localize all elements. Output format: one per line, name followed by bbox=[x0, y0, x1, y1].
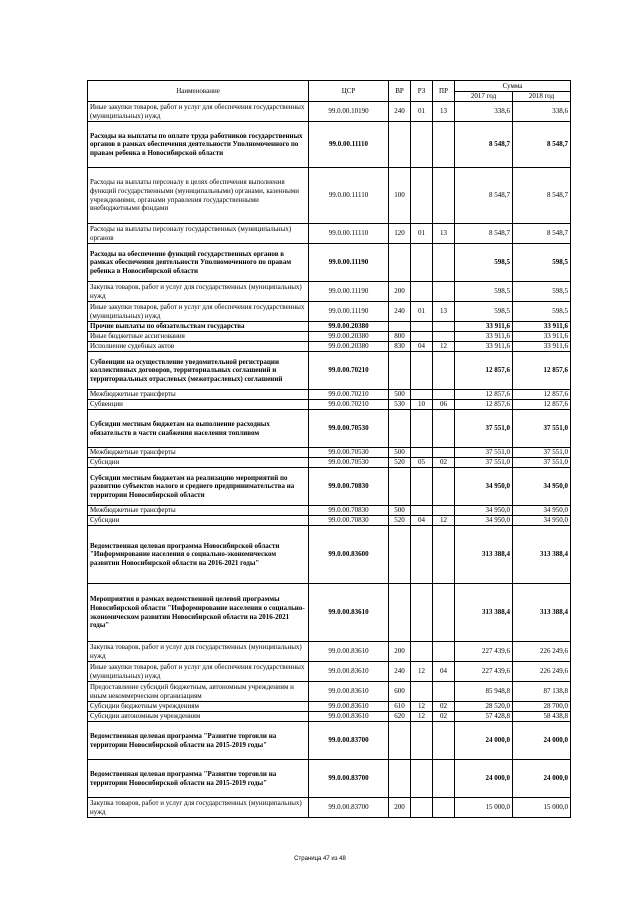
cell-2018: 33 911,6 bbox=[513, 322, 571, 332]
cell-2018: 313 388,4 bbox=[513, 526, 571, 584]
cell-2017: 33 911,6 bbox=[455, 322, 513, 332]
table-row bbox=[88, 168, 571, 224]
cell-name: Расходы на выплаты персоналу в целях обеспечения выполнения функций государственными (муниципальными) органами, казенными учреждениями, органами управления государственными внебюджетными фондами bbox=[88, 168, 309, 224]
cell-2017: 37 551,0 bbox=[455, 458, 513, 468]
cell-pr: 13 bbox=[433, 102, 455, 122]
table-row bbox=[88, 410, 571, 448]
cell-rz bbox=[411, 642, 433, 662]
cell-name: Закупка товаров, работ и услуг для государственных (муниципальных) нужд bbox=[88, 642, 309, 662]
cell-rz: 10 bbox=[411, 400, 433, 410]
cell-pr bbox=[433, 448, 455, 458]
cell-csr: 99.0.00.70530 bbox=[309, 410, 389, 448]
cell-name: Ведомственная целевая программа "Развитие торговли на территории Новосибирской области на 2015-2019 годы" bbox=[88, 722, 309, 760]
cell-vr: 240 bbox=[389, 102, 411, 122]
cell-2017: 24 000,0 bbox=[455, 760, 513, 798]
cell-name: Субвенции на осуществление уведомительной регистрации коллективных договоров, территориальных соглашений и территориальных отраслевых (межотраслевых) соглашений bbox=[88, 352, 309, 390]
cell-2018: 34 950,0 bbox=[513, 468, 571, 506]
table-row bbox=[88, 584, 571, 642]
cell-name: Иные закупки товаров, работ и услуг для обеспечения государственных (муниципальных) нужд bbox=[88, 662, 309, 682]
cell-2018: 313 388,4 bbox=[513, 584, 571, 642]
header-csr: ЦСР bbox=[309, 81, 389, 102]
cell-name: Ведомственная целевая программа "Развитие торговли на территории Новосибирской области на 2015-2019 годы" bbox=[88, 760, 309, 798]
cell-csr: 99.0.00.83700 bbox=[309, 722, 389, 760]
cell-name: Межбюджетные трансферты bbox=[88, 390, 309, 400]
cell-vr: 620 bbox=[389, 712, 411, 722]
cell-csr: 99.0.00.11190 bbox=[309, 302, 389, 322]
cell-rz bbox=[411, 798, 433, 818]
cell-2017: 12 857,6 bbox=[455, 352, 513, 390]
cell-csr: 99.0.00.11110 bbox=[309, 224, 389, 244]
cell-2018: 34 950,0 bbox=[513, 506, 571, 516]
cell-csr: 99.0.00.83610 bbox=[309, 682, 389, 702]
cell-2017: 598,5 bbox=[455, 302, 513, 322]
cell-2018: 8 548,7 bbox=[513, 168, 571, 224]
cell-pr bbox=[433, 410, 455, 448]
cell-rz bbox=[411, 352, 433, 390]
cell-csr: 99.0.00.11110 bbox=[309, 122, 389, 168]
cell-2017: 37 551,0 bbox=[455, 410, 513, 448]
cell-pr bbox=[433, 526, 455, 584]
table-row bbox=[88, 506, 571, 516]
cell-pr bbox=[433, 332, 455, 342]
cell-2018: 24 000,0 bbox=[513, 722, 571, 760]
table-row bbox=[88, 722, 571, 760]
cell-2018: 24 000,0 bbox=[513, 760, 571, 798]
cell-2018: 33 911,6 bbox=[513, 332, 571, 342]
cell-vr: 530 bbox=[389, 400, 411, 410]
table-row bbox=[88, 102, 571, 122]
cell-rz bbox=[411, 244, 433, 282]
cell-2017: 33 911,6 bbox=[455, 342, 513, 352]
cell-vr: 800 bbox=[389, 332, 411, 342]
budget-table-page bbox=[87, 80, 570, 818]
cell-vr: 520 bbox=[389, 458, 411, 468]
cell-vr: 520 bbox=[389, 516, 411, 526]
cell-2018: 37 551,0 bbox=[513, 448, 571, 458]
table-row bbox=[88, 712, 571, 722]
table-row bbox=[88, 390, 571, 400]
cell-vr: 200 bbox=[389, 282, 411, 302]
table-row bbox=[88, 642, 571, 662]
cell-csr: 99.0.00.70830 bbox=[309, 506, 389, 516]
table-row bbox=[88, 322, 571, 332]
cell-csr: 99.0.00.83610 bbox=[309, 712, 389, 722]
cell-csr: 99.0.00.20380 bbox=[309, 322, 389, 332]
cell-2017: 313 388,4 bbox=[455, 526, 513, 584]
cell-vr: 500 bbox=[389, 448, 411, 458]
cell-pr: 04 bbox=[433, 662, 455, 682]
cell-vr: 200 bbox=[389, 642, 411, 662]
header-vr: ВР bbox=[389, 81, 411, 102]
cell-pr bbox=[433, 352, 455, 390]
cell-2018: 37 551,0 bbox=[513, 458, 571, 468]
cell-vr bbox=[389, 352, 411, 390]
cell-csr: 99.0.00.20380 bbox=[309, 342, 389, 352]
table-row bbox=[88, 760, 571, 798]
cell-csr: 99.0.00.83700 bbox=[309, 760, 389, 798]
cell-2017: 24 000,0 bbox=[455, 722, 513, 760]
table-row bbox=[88, 352, 571, 390]
cell-csr: 99.0.00.83610 bbox=[309, 642, 389, 662]
cell-2018: 15 000,0 bbox=[513, 798, 571, 818]
cell-2018: 12 857,6 bbox=[513, 400, 571, 410]
cell-vr bbox=[389, 244, 411, 282]
cell-rz: 12 bbox=[411, 662, 433, 682]
cell-vr: 100 bbox=[389, 168, 411, 224]
cell-2018: 28 700,0 bbox=[513, 702, 571, 712]
cell-rz: 12 bbox=[411, 712, 433, 722]
cell-pr bbox=[433, 798, 455, 818]
cell-2017: 34 950,0 bbox=[455, 516, 513, 526]
cell-vr: 500 bbox=[389, 390, 411, 400]
cell-pr bbox=[433, 722, 455, 760]
table-row bbox=[88, 798, 571, 818]
cell-pr bbox=[433, 760, 455, 798]
cell-rz bbox=[411, 332, 433, 342]
cell-rz bbox=[411, 168, 433, 224]
cell-rz bbox=[411, 526, 433, 584]
table-body bbox=[88, 102, 571, 818]
cell-rz: 01 bbox=[411, 302, 433, 322]
cell-2018: 33 911,6 bbox=[513, 342, 571, 352]
cell-rz: 01 bbox=[411, 224, 433, 244]
cell-2017: 338,6 bbox=[455, 102, 513, 122]
cell-vr: 610 bbox=[389, 702, 411, 712]
cell-rz bbox=[411, 448, 433, 458]
cell-2017: 8 548,7 bbox=[455, 224, 513, 244]
header-rz: РЗ bbox=[411, 81, 433, 102]
table-row bbox=[88, 244, 571, 282]
cell-csr: 99.0.00.11190 bbox=[309, 282, 389, 302]
cell-rz bbox=[411, 390, 433, 400]
cell-rz bbox=[411, 682, 433, 702]
table-row bbox=[88, 400, 571, 410]
cell-2018: 12 857,6 bbox=[513, 352, 571, 390]
cell-name: Расходы на обеспечение функций государственных органов в рамках обеспечения деятельности Уполномоченного по правам ребенка в Новосибирской области bbox=[88, 244, 309, 282]
cell-name: Субсидии местным бюджетам на реализацию мероприятий по развитию субъектов малого и среднего предпринимательства на территории Новосибирской области bbox=[88, 468, 309, 506]
cell-2017: 227 439,6 bbox=[455, 642, 513, 662]
cell-pr bbox=[433, 682, 455, 702]
header-pr: ПР bbox=[433, 81, 455, 102]
cell-2018: 8 548,7 bbox=[513, 224, 571, 244]
cell-csr: 99.0.00.70530 bbox=[309, 458, 389, 468]
cell-name: Иные закупки товаров, работ и услуг для обеспечения государственных (муниципальных) нужд bbox=[88, 102, 309, 122]
cell-2017: 8 548,7 bbox=[455, 168, 513, 224]
table-row bbox=[88, 526, 571, 584]
cell-2017: 598,5 bbox=[455, 244, 513, 282]
cell-pr bbox=[433, 322, 455, 332]
cell-2018: 58 438,8 bbox=[513, 712, 571, 722]
cell-csr: 99.0.00.11110 bbox=[309, 168, 389, 224]
cell-2018: 598,5 bbox=[513, 244, 571, 282]
cell-2017: 227 439,6 bbox=[455, 662, 513, 682]
cell-2017: 85 948,8 bbox=[455, 682, 513, 702]
cell-csr: 99.0.00.10190 bbox=[309, 102, 389, 122]
cell-csr: 99.0.00.20380 bbox=[309, 332, 389, 342]
table-row bbox=[88, 468, 571, 506]
header-year-2017: 2017 год bbox=[455, 92, 513, 102]
cell-2017: 37 551,0 bbox=[455, 448, 513, 458]
header-sum: Сумма bbox=[455, 81, 571, 92]
cell-rz: 04 bbox=[411, 342, 433, 352]
table-row bbox=[88, 682, 571, 702]
header-year-2018: 2018 год bbox=[513, 92, 571, 102]
page-footer: Страница 47 из 48 bbox=[294, 856, 346, 862]
cell-rz bbox=[411, 760, 433, 798]
cell-pr bbox=[433, 506, 455, 516]
cell-name: Предоставление субсидий бюджетным, автономным учреждениям и иным некоммерческим организациям bbox=[88, 682, 309, 702]
cell-name: Субсидии автономным учреждениям bbox=[88, 712, 309, 722]
cell-csr: 99.0.00.70210 bbox=[309, 352, 389, 390]
cell-csr: 99.0.00.70210 bbox=[309, 390, 389, 400]
cell-2017: 313 388,4 bbox=[455, 584, 513, 642]
cell-2018: 598,5 bbox=[513, 282, 571, 302]
cell-csr: 99.0.00.70210 bbox=[309, 400, 389, 410]
cell-csr: 99.0.00.83600 bbox=[309, 526, 389, 584]
cell-name: Прочие выплаты по обязательствам государства bbox=[88, 322, 309, 332]
cell-pr: 12 bbox=[433, 342, 455, 352]
cell-2017: 12 857,6 bbox=[455, 390, 513, 400]
cell-rz bbox=[411, 722, 433, 760]
cell-name: Межбюджетные трансферты bbox=[88, 448, 309, 458]
cell-2018: 598,5 bbox=[513, 302, 571, 322]
cell-2017: 598,5 bbox=[455, 282, 513, 302]
cell-rz: 05 bbox=[411, 458, 433, 468]
cell-vr bbox=[389, 410, 411, 448]
table-row bbox=[88, 342, 571, 352]
cell-vr bbox=[389, 122, 411, 168]
cell-vr bbox=[389, 584, 411, 642]
cell-name: Субсидии бюджетным учреждениям bbox=[88, 702, 309, 712]
table-row bbox=[88, 224, 571, 244]
cell-pr: 06 bbox=[433, 400, 455, 410]
cell-rz: 01 bbox=[411, 102, 433, 122]
table-row bbox=[88, 448, 571, 458]
table-row bbox=[88, 282, 571, 302]
cell-rz bbox=[411, 506, 433, 516]
cell-2017: 57 428,8 bbox=[455, 712, 513, 722]
cell-rz bbox=[411, 584, 433, 642]
cell-2017: 28 520,0 bbox=[455, 702, 513, 712]
cell-rz: 12 bbox=[411, 702, 433, 712]
cell-name: Закупка товаров, работ и услуг для государственных (муниципальных) нужд bbox=[88, 798, 309, 818]
cell-vr: 200 bbox=[389, 798, 411, 818]
cell-pr bbox=[433, 168, 455, 224]
cell-name: Межбюджетные трансферты bbox=[88, 506, 309, 516]
cell-name: Исполнение судебных актов bbox=[88, 342, 309, 352]
cell-pr bbox=[433, 468, 455, 506]
cell-2018: 226 249,6 bbox=[513, 662, 571, 682]
cell-vr: 240 bbox=[389, 662, 411, 682]
cell-pr bbox=[433, 244, 455, 282]
cell-pr: 13 bbox=[433, 302, 455, 322]
cell-csr: 99.0.00.83700 bbox=[309, 798, 389, 818]
cell-vr: 830 bbox=[389, 342, 411, 352]
cell-2017: 12 857,6 bbox=[455, 400, 513, 410]
cell-csr: 99.0.00.83610 bbox=[309, 662, 389, 682]
cell-pr: 02 bbox=[433, 712, 455, 722]
table-row bbox=[88, 662, 571, 682]
cell-pr: 13 bbox=[433, 224, 455, 244]
cell-2017: 34 950,0 bbox=[455, 506, 513, 516]
cell-name: Субсидии bbox=[88, 458, 309, 468]
cell-vr: 600 bbox=[389, 682, 411, 702]
cell-vr bbox=[389, 468, 411, 506]
cell-rz bbox=[411, 322, 433, 332]
cell-csr: 99.0.00.70530 bbox=[309, 448, 389, 458]
cell-2018: 34 950,0 bbox=[513, 516, 571, 526]
cell-pr bbox=[433, 390, 455, 400]
cell-name: Субсидии местным бюджетам на выполнение расходных обязательств в части снабжения населения топливом bbox=[88, 410, 309, 448]
cell-csr: 99.0.00.83610 bbox=[309, 702, 389, 712]
table-row bbox=[88, 302, 571, 322]
cell-pr bbox=[433, 584, 455, 642]
table-row bbox=[88, 458, 571, 468]
cell-2018: 8 548,7 bbox=[513, 122, 571, 168]
cell-pr bbox=[433, 642, 455, 662]
cell-2017: 15 000,0 bbox=[455, 798, 513, 818]
cell-name: Субсидии bbox=[88, 516, 309, 526]
cell-name: Иные закупки товаров, работ и услуг для обеспечения государственных (муниципальных) нужд bbox=[88, 302, 309, 322]
cell-name: Закупка товаров, работ и услуг для государственных (муниципальных) нужд bbox=[88, 282, 309, 302]
cell-name: Расходы на выплаты по оплате труда работников государственных органов в рамках обеспечения деятельности Уполномоченного по правам ребенка в Новосибирской области bbox=[88, 122, 309, 168]
table-row bbox=[88, 332, 571, 342]
cell-2017: 34 950,0 bbox=[455, 468, 513, 506]
cell-2018: 87 138,8 bbox=[513, 682, 571, 702]
cell-rz bbox=[411, 468, 433, 506]
cell-vr: 500 bbox=[389, 506, 411, 516]
cell-2018: 338,6 bbox=[513, 102, 571, 122]
cell-rz bbox=[411, 410, 433, 448]
cell-name: Иные бюджетные ассигнования bbox=[88, 332, 309, 342]
cell-name: Ведомственная целевая программа Новосибирской области "Информирование населения о социально-экономическом развитии Новосибирской области на 2016-2021 годы" bbox=[88, 526, 309, 584]
cell-pr: 02 bbox=[433, 458, 455, 468]
cell-2018: 226 249,6 bbox=[513, 642, 571, 662]
cell-csr: 99.0.00.11190 bbox=[309, 244, 389, 282]
cell-vr bbox=[389, 722, 411, 760]
cell-vr bbox=[389, 322, 411, 332]
cell-2017: 33 911,6 bbox=[455, 332, 513, 342]
cell-csr: 99.0.00.70830 bbox=[309, 516, 389, 526]
cell-vr: 120 bbox=[389, 224, 411, 244]
cell-pr bbox=[433, 282, 455, 302]
cell-2018: 37 551,0 bbox=[513, 410, 571, 448]
cell-vr bbox=[389, 526, 411, 584]
cell-csr: 99.0.00.83610 bbox=[309, 584, 389, 642]
cell-name: Субвенции bbox=[88, 400, 309, 410]
budget-table bbox=[87, 80, 571, 818]
cell-pr bbox=[433, 122, 455, 168]
table-row bbox=[88, 516, 571, 526]
cell-pr: 02 bbox=[433, 702, 455, 712]
cell-2018: 12 857,6 bbox=[513, 390, 571, 400]
cell-pr: 12 bbox=[433, 516, 455, 526]
cell-name: Расходы на выплаты персоналу государственных (муниципальных) органов bbox=[88, 224, 309, 244]
cell-vr: 240 bbox=[389, 302, 411, 322]
cell-vr bbox=[389, 760, 411, 798]
table-row bbox=[88, 122, 571, 168]
cell-rz bbox=[411, 282, 433, 302]
header-name: Наименование bbox=[88, 81, 309, 102]
cell-csr: 99.0.00.70830 bbox=[309, 468, 389, 506]
table-row bbox=[88, 702, 571, 712]
cell-name: Мероприятия в рамках ведомственной целевой программы Новосибирской области "Информирование населения о социально-экономическом развитии Новосибирской области на 2016-2021 годы" bbox=[88, 584, 309, 642]
cell-2017: 8 548,7 bbox=[455, 122, 513, 168]
cell-rz: 04 bbox=[411, 516, 433, 526]
cell-rz bbox=[411, 122, 433, 168]
